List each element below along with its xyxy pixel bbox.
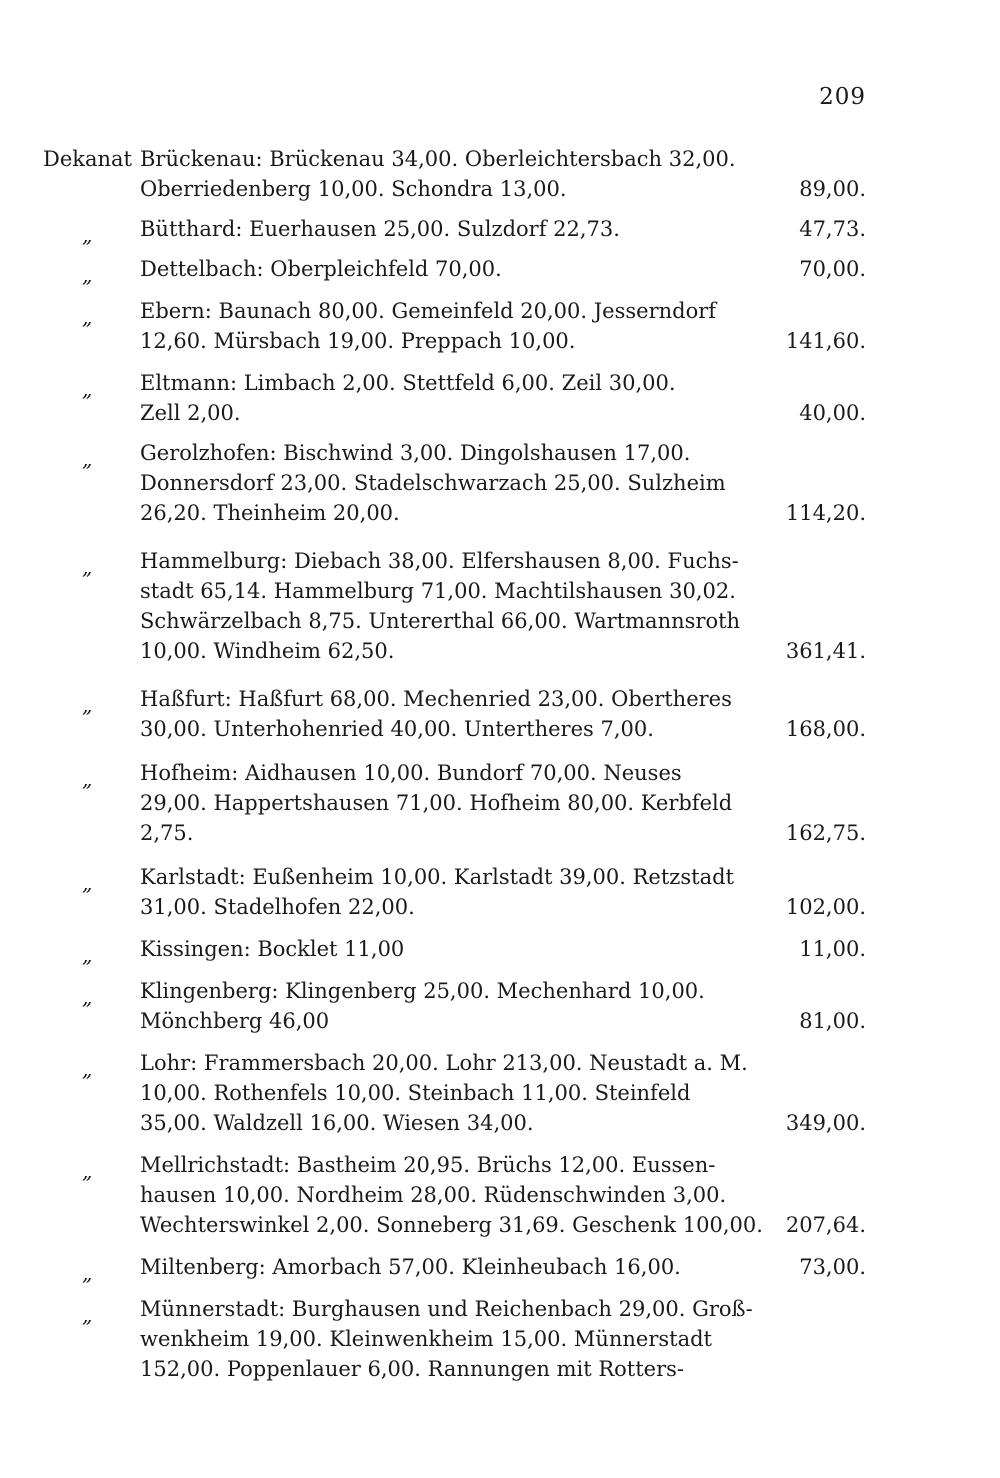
entry-amount: 102,00.	[785, 895, 866, 919]
entry-amount: 207,64.	[785, 1213, 866, 1237]
entry-line: Mellrichstadt: Bastheim 20,95. Brüchs 12,00. Eussen-	[140, 1153, 716, 1177]
entry-line: 26,20. Theinheim 20,00.	[140, 501, 400, 525]
entry-line: 30,00. Unterhohenried 40,00. Untertheres 7,00.	[140, 717, 654, 741]
entry-amount: 11,00.	[799, 937, 866, 961]
entry-text	[140, 758, 750, 848]
entry-line: Gerolzhofen: Bischwind 3,00. Dingolshausen 17,00.	[140, 441, 691, 465]
entry-line: 152,00. Poppenlauer 6,00. Rannungen mit Rotters-	[140, 1357, 685, 1381]
entry-text	[140, 1048, 750, 1138]
entry-amount: 349,00.	[785, 1111, 866, 1135]
ditto-mark: „	[82, 767, 93, 791]
entry-line: 2,75.	[140, 821, 194, 845]
entry-text	[140, 684, 750, 744]
entry-line: Karlstadt: Eußenheim 10,00. Karlstadt 39,00. Retzstadt	[140, 865, 734, 889]
entry-amount: 361,41.	[785, 639, 866, 663]
entry-line: Dettelbach: Oberpleichfeld 70,00.	[140, 257, 502, 281]
entry-line: Ebern: Baunach 80,00. Gemeinfeld 20,00. Jesserndorf	[140, 299, 717, 323]
ditto-mark: „	[82, 377, 93, 401]
entry-line: hausen 10,00. Nordheim 28,00. Rüdenschwinden 3,00.	[140, 1183, 727, 1207]
entry-line: 12,60. Mürsbach 19,00. Preppach 10,00.	[140, 329, 576, 353]
ditto-mark: „	[82, 693, 93, 717]
entry-line: Mönchberg 46,00	[140, 1009, 330, 1033]
entry-text	[140, 1294, 753, 1384]
entry-line: Miltenberg: Amorbach 57,00. Kleinheubach 16,00.	[140, 1255, 681, 1279]
entry-line: Eltmann: Limbach 2,00. Stettfeld 6,00. Zeil 30,00.	[140, 371, 676, 395]
entry-amount: 40,00.	[799, 401, 866, 425]
entry-line: Lohr: Frammersbach 20,00. Lohr 213,00. Neustadt a. M.	[140, 1051, 748, 1075]
entry-amount: 162,75.	[785, 821, 866, 845]
entry-line: Münnerstadt: Burghausen und Reichenbach 29,00. Groß-	[140, 1297, 753, 1321]
entry-line: Zell 2,00.	[140, 401, 241, 425]
entry-line: Schwärzelbach 8,75. Untererthal 66,00. Wartmannsroth	[140, 609, 741, 633]
entry-amount: 141,60.	[785, 329, 866, 353]
entry-line: 35,00. Waldzell 16,00. Wiesen 34,00.	[140, 1111, 534, 1135]
entry-line: Oberriedenberg 10,00. Schondra 13,00.	[140, 177, 567, 201]
ditto-mark: „	[82, 1159, 93, 1183]
entry-amount: 70,00.	[799, 257, 866, 281]
entry-text	[140, 368, 750, 428]
ditto-mark: „	[82, 1261, 93, 1285]
entry-amount: 89,00.	[799, 177, 866, 201]
entry-amount: 73,00.	[799, 1255, 866, 1279]
ditto-mark: „	[82, 447, 93, 471]
entry-text	[140, 934, 750, 964]
entry-text	[140, 1150, 763, 1240]
entry-line: 10,00. Windheim 62,50.	[140, 639, 395, 663]
ditto-mark: „	[82, 555, 93, 579]
entry-amount: 47,73.	[799, 217, 866, 241]
ditto-mark: „	[82, 1057, 93, 1081]
entry-text	[140, 214, 750, 244]
entry-line: Hammelburg: Diebach 38,00. Elfershausen 8,00. Fuchs-	[140, 549, 739, 573]
entry-text	[140, 976, 750, 1036]
entry-line: Wechterswinkel 2,00. Sonneberg 31,69. Geschenk 100,00.	[140, 1213, 763, 1237]
entry-text	[140, 862, 750, 922]
entry-line: Klingenberg: Klingenberg 25,00. Mechenhard 10,00.	[140, 979, 705, 1003]
entry-text	[140, 546, 750, 666]
entry-line: Brückenau: Brückenau 34,00. Oberleichtersbach 32,00.	[140, 147, 736, 171]
entry-line: 29,00. Happertshausen 71,00. Hofheim 80,00. Kerbfeld	[140, 791, 733, 815]
ditto-mark: „	[82, 263, 93, 287]
ditto-mark: „	[82, 871, 93, 895]
page-number: 209	[819, 84, 866, 110]
entry-text	[140, 438, 750, 528]
entry-line: Donnersdorf 23,00. Stadelschwarzach 25,00. Sulzheim	[140, 471, 726, 495]
entry-line: 10,00. Rothenfels 10,00. Steinbach 11,00. Steinfeld	[140, 1081, 691, 1105]
entry-line: 31,00. Stadelhofen 22,00.	[140, 895, 415, 919]
dekanat-label: Dekanat	[43, 147, 132, 171]
entry-text	[140, 296, 750, 356]
entry-line: wenkheim 19,00. Kleinwenkheim 15,00. Münnerstadt	[140, 1327, 712, 1351]
entry-text	[140, 254, 750, 284]
entry-line: Haßfurt: Haßfurt 68,00. Mechenried 23,00. Obertheres	[140, 687, 732, 711]
entry-text	[140, 144, 750, 204]
ditto-mark: „	[82, 1303, 93, 1327]
entry-amount: 168,00.	[785, 717, 866, 741]
ditto-mark: „	[82, 943, 93, 967]
ditto-mark: „	[82, 305, 93, 329]
entry-amount: 81,00.	[799, 1009, 866, 1033]
entry-text	[140, 1252, 750, 1282]
entry-line: Kissingen: Bocklet 11,00	[140, 937, 405, 961]
entry-line: stadt 65,14. Hammelburg 71,00. Machtilshausen 30,02.	[140, 579, 736, 603]
ditto-mark: „	[82, 223, 93, 247]
ditto-mark: „	[82, 985, 93, 1009]
entry-line: Bütthard: Euerhausen 25,00. Sulzdorf 22,73.	[140, 217, 620, 241]
entry-line: Hofheim: Aidhausen 10,00. Bundorf 70,00. Neuses	[140, 761, 682, 785]
entry-amount: 114,20.	[785, 501, 866, 525]
